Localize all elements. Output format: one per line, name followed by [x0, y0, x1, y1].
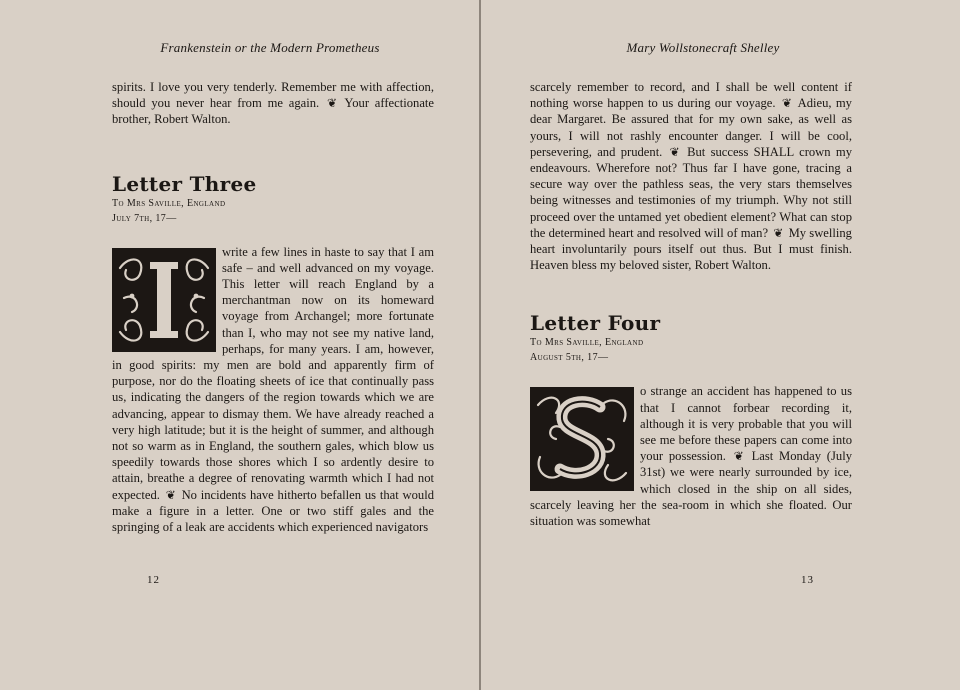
letter-four-body-2: Last Monday (July 31st) we were nearly surrounded by ice, which closed in the ship on all sides, scarcely leaving her the sea-room in which she floated. Our situation was somewhat: [530, 449, 852, 529]
page-number-left: 12: [147, 574, 160, 586]
left-text-block: [112, 79, 434, 535]
letter-four-body-1: o strange an accident has happened to us that I cannot forbear recording it, although it is very probable that you will see me before these papers can come into your possession.: [640, 384, 852, 464]
fleuron-icon: ❦: [733, 449, 744, 464]
fleuron-icon: ❦: [773, 225, 784, 240]
fleuron-icon: ❦: [326, 96, 338, 111]
letter-date: August 5th, 17—: [530, 352, 609, 364]
dropcap-i-icon: [112, 248, 216, 352]
continuation-paragraph: [530, 79, 852, 273]
continuation-text-2: Adieu, my dear Margaret. Be assured that for my own sake, as well as yours, I will not rashly encounter danger. I will be cool, persevering, and prudent.: [530, 96, 852, 159]
right-text-block: [530, 79, 852, 529]
letter-three-heading: [112, 172, 434, 226]
letter-date: July 7th, 17—: [112, 212, 177, 224]
letter-title: Letter Three: [112, 171, 257, 196]
running-head-right: Mary Wollstonecraft Shelley: [626, 40, 780, 55]
letter-three-body-2: No incidents have hitherto befallen us that would make a figure in a letter. One or two stiff gales and the springing of a leak are accidents which experienced navigators: [112, 487, 434, 535]
letter-four-heading: [530, 311, 852, 365]
letter-three-body: [112, 244, 434, 536]
fleuron-icon: ❦: [781, 96, 792, 111]
opening-text-2: Your affectionate brother, Robert Walton.: [112, 96, 435, 127]
opening-paragraph: [112, 79, 434, 128]
opening-text: spirits. I love you very tenderly. Remember me with affection, should you never hear from me again.: [112, 80, 434, 111]
continuation-text-3: But success SHALL crown my endeavours. Wherefore not? Thus far I have gone, tracing a secure way over the pathless seas, the very stars themselves being witnesses and testimonies of my triumph. Why not still proceed over the untamed yet obedient element? What can stop the determined heart and resolved will of man?: [530, 144, 852, 240]
page-number-right: 13: [801, 574, 814, 586]
letter-address: To Mrs Saville, England: [112, 197, 226, 209]
letter-title: Letter Four: [530, 311, 661, 336]
running-head-left: Frankenstein or the Modern Prometheus: [160, 40, 380, 55]
continuation-text-1: scarcely remember to record, and I shall be well content if nothing worse happen to us during our voyage.: [530, 80, 852, 111]
fleuron-icon: ❦: [165, 487, 176, 502]
letter-three-body-1: write a few lines in haste to say that I am safe – and well advanced on my voyage. This letter will reach England by a merchantman now on its homeward voyage from Archangel; more fortunate than I, who may not see my native land, perhaps, for many years. I am, however, in good spirits: my men are bold and apparently firm of purpose, nor do the floating sheets of ice that continually pass us, indicating the dangers of the region towards which we are advancing, appear to dismay them. We have already reached a very high latitude; but it is the height of summer, and although not so warm as in England, the southern gales, which blow us speedily towards those shores which I so ardently desire to attain, breathe a degree of renovating warmth which I had not expected.: [112, 244, 434, 502]
letter-four-body: [530, 383, 852, 529]
fleuron-icon: ❦: [669, 144, 680, 159]
left-page: [0, 0, 479, 690]
dropcap-s-icon: [530, 387, 634, 491]
right-page: [481, 0, 960, 690]
continuation-text-4: My swelling heart involuntarily pours itself out thus. But I must finish. Heaven bless my beloved sister, Robert Walton.: [530, 225, 852, 273]
letter-address: To Mrs Saville, England: [530, 337, 644, 349]
